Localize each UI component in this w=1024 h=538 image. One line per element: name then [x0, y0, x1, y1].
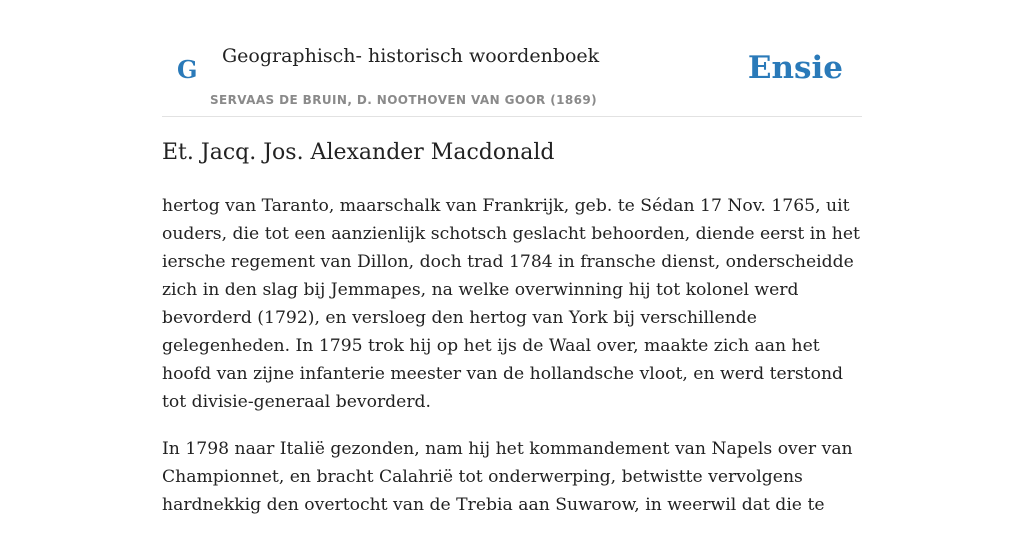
entry-title: Et. Jacq. Jos. Alexander Macdonald [162, 140, 555, 165]
brand-logo[interactable]: Ensie [747, 50, 843, 86]
entry-paragraph: hertog van Taranto, maarschalk van Frankrijk, geb. te Sédan 17 Nov. 1765, uit ouders, die tot een aanzienlijk schotsch geslacht behoorden, diende eerst in het iersche regement van Dillon, doch trad 1784 in fransche dienst, onderscheidde zich in den slag bij Jemmapes, na welke overwinning hij tot kolonel werd bevorderd (1792), en versloeg den hertog van York bij verschillende gelegenheden. In 1795 trok hij op het ijs de Waal over, maakte zich aan het hoofd van zijne infanterie meester van de hollandsche vloot, en werd terstond tot divisie-generaal bevorderd. [162, 196, 860, 412]
site-logo-icon[interactable]: G [177, 55, 198, 84]
entry-body [162, 192, 862, 538]
book-authors: SERVAAS DE BRUIN, D. NOOTHOVEN VAN GOOR (1869) [210, 93, 598, 107]
header [162, 0, 862, 117]
book-title[interactable]: Geographisch- historisch woordenboek [222, 45, 600, 67]
entry-paragraph: In 1798 naar Italië gezonden, nam hij het kommandement van Napels over van Championnet, en bracht Calahrië tot onderwerping, betwistte vervolgens hardnekkig den overtocht van de Trebia aan Suwarow, in weerwil dat die te [162, 439, 853, 515]
page [162, 0, 862, 515]
